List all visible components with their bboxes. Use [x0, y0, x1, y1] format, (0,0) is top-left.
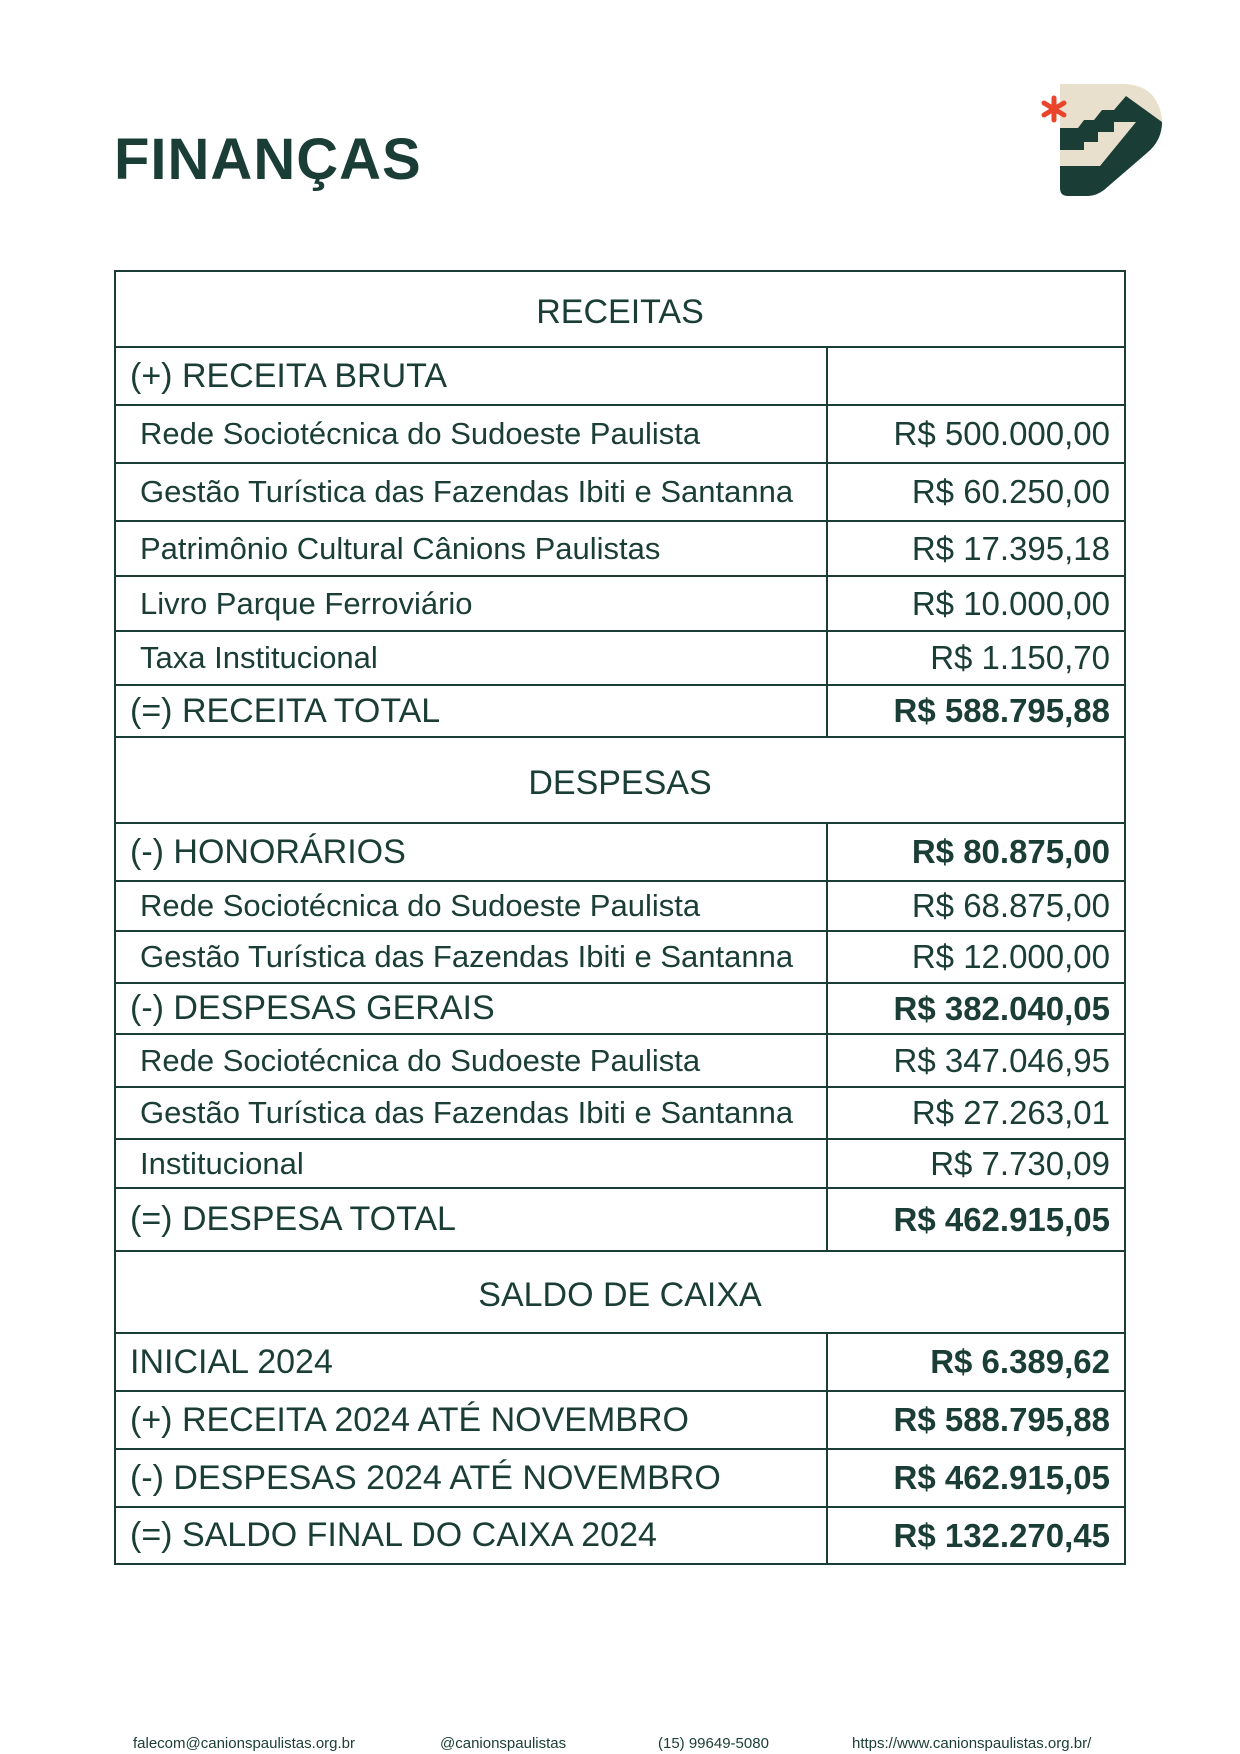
table-row [115, 1139, 1125, 1188]
honorarios-row [115, 823, 1125, 881]
saldo-header-row [115, 1251, 1125, 1333]
item-label: Rede Sociotécnica do Sudoeste Paulista [115, 405, 827, 463]
item-value: R$ 1.150,70 [827, 631, 1125, 685]
table-row [115, 881, 1125, 931]
honorarios-label: (-) HONORÁRIOS [115, 823, 827, 881]
table-row [115, 521, 1125, 576]
receitas-header-row [115, 271, 1125, 347]
item-value: R$ 68.875,00 [827, 881, 1125, 931]
item-value: R$ 27.263,01 [827, 1087, 1125, 1139]
item-value: R$ 500.000,00 [827, 405, 1125, 463]
saldo-label: (=) SALDO FINAL DO CAIXA 2024 [115, 1507, 827, 1564]
saldo-label: (+) RECEITA 2024 ATÉ NOVEMBRO [115, 1391, 827, 1449]
receita-total-row [115, 685, 1125, 737]
receita-total-label: (=) RECEITA TOTAL [115, 685, 827, 737]
despesas-header: DESPESAS [115, 737, 1125, 823]
item-value: R$ 17.395,18 [827, 521, 1125, 576]
receita-bruta-value [827, 347, 1125, 405]
saldo-row [115, 1333, 1125, 1391]
despesas-gerais-row [115, 983, 1125, 1034]
receita-total-value: R$ 588.795,88 [827, 685, 1125, 737]
page-title: FINANÇAS [114, 127, 422, 192]
receitas-header: RECEITAS [115, 271, 1125, 347]
item-value: R$ 12.000,00 [827, 931, 1125, 983]
table-row [115, 463, 1125, 521]
table-row [115, 1087, 1125, 1139]
saldo-label: INICIAL 2024 [115, 1333, 827, 1391]
item-value: R$ 347.046,95 [827, 1034, 1125, 1087]
saldo-row [115, 1449, 1125, 1507]
item-label: Rede Sociotécnica do Sudoeste Paulista [115, 881, 827, 931]
item-value: R$ 10.000,00 [827, 576, 1125, 631]
despesas-header-row [115, 737, 1125, 823]
table-row [115, 931, 1125, 983]
saldo-label: (-) DESPESAS 2024 ATÉ NOVEMBRO [115, 1449, 827, 1507]
saldo-header: SALDO DE CAIXA [115, 1251, 1125, 1333]
table-row [115, 631, 1125, 685]
item-label: Rede Sociotécnica do Sudoeste Paulista [115, 1034, 827, 1087]
item-label: Gestão Turística das Fazendas Ibiti e Santanna [115, 463, 827, 521]
despesas-gerais-value: R$ 382.040,05 [827, 983, 1125, 1034]
finance-table [114, 270, 1126, 1565]
item-label: Gestão Turística das Fazendas Ibiti e Santanna [115, 931, 827, 983]
table-row [115, 576, 1125, 631]
despesa-total-label: (=) DESPESA TOTAL [115, 1188, 827, 1251]
saldo-value: R$ 132.270,45 [827, 1507, 1125, 1564]
saldo-value: R$ 462.915,05 [827, 1449, 1125, 1507]
item-value: R$ 7.730,09 [827, 1139, 1125, 1188]
item-label: Institucional [115, 1139, 827, 1188]
saldo-value: R$ 6.389,62 [827, 1333, 1125, 1391]
honorarios-value: R$ 80.875,00 [827, 823, 1125, 881]
saldo-row [115, 1507, 1125, 1564]
saldo-value: R$ 588.795,88 [827, 1391, 1125, 1449]
footer-instagram-link[interactable]: @canionspaulistas [440, 1735, 567, 1752]
footer-email-link[interactable]: falecom@canionspaulistas.org.br [133, 1735, 356, 1752]
despesas-gerais-label: (-) DESPESAS GERAIS [115, 983, 827, 1034]
item-value: R$ 60.250,00 [827, 463, 1125, 521]
canions-paulistas-logo-icon [1040, 80, 1166, 198]
table-row [115, 405, 1125, 463]
item-label: Taxa Institucional [115, 631, 827, 685]
item-label: Livro Parque Ferroviário [115, 576, 827, 631]
item-label: Gestão Turística das Fazendas Ibiti e Santanna [115, 1087, 827, 1139]
saldo-row [115, 1391, 1125, 1449]
table-row [115, 1034, 1125, 1087]
footer-website-link[interactable]: https://www.canionspaulistas.org.br/ [852, 1735, 1092, 1752]
receita-bruta-label: (+) RECEITA BRUTA [115, 347, 827, 405]
footer-phone: (15) 99649-5080 [658, 1735, 769, 1752]
item-label: Patrimônio Cultural Cânions Paulistas [115, 521, 827, 576]
receita-bruta-row [115, 347, 1125, 405]
despesa-total-row [115, 1188, 1125, 1251]
despesa-total-value: R$ 462.915,05 [827, 1188, 1125, 1251]
